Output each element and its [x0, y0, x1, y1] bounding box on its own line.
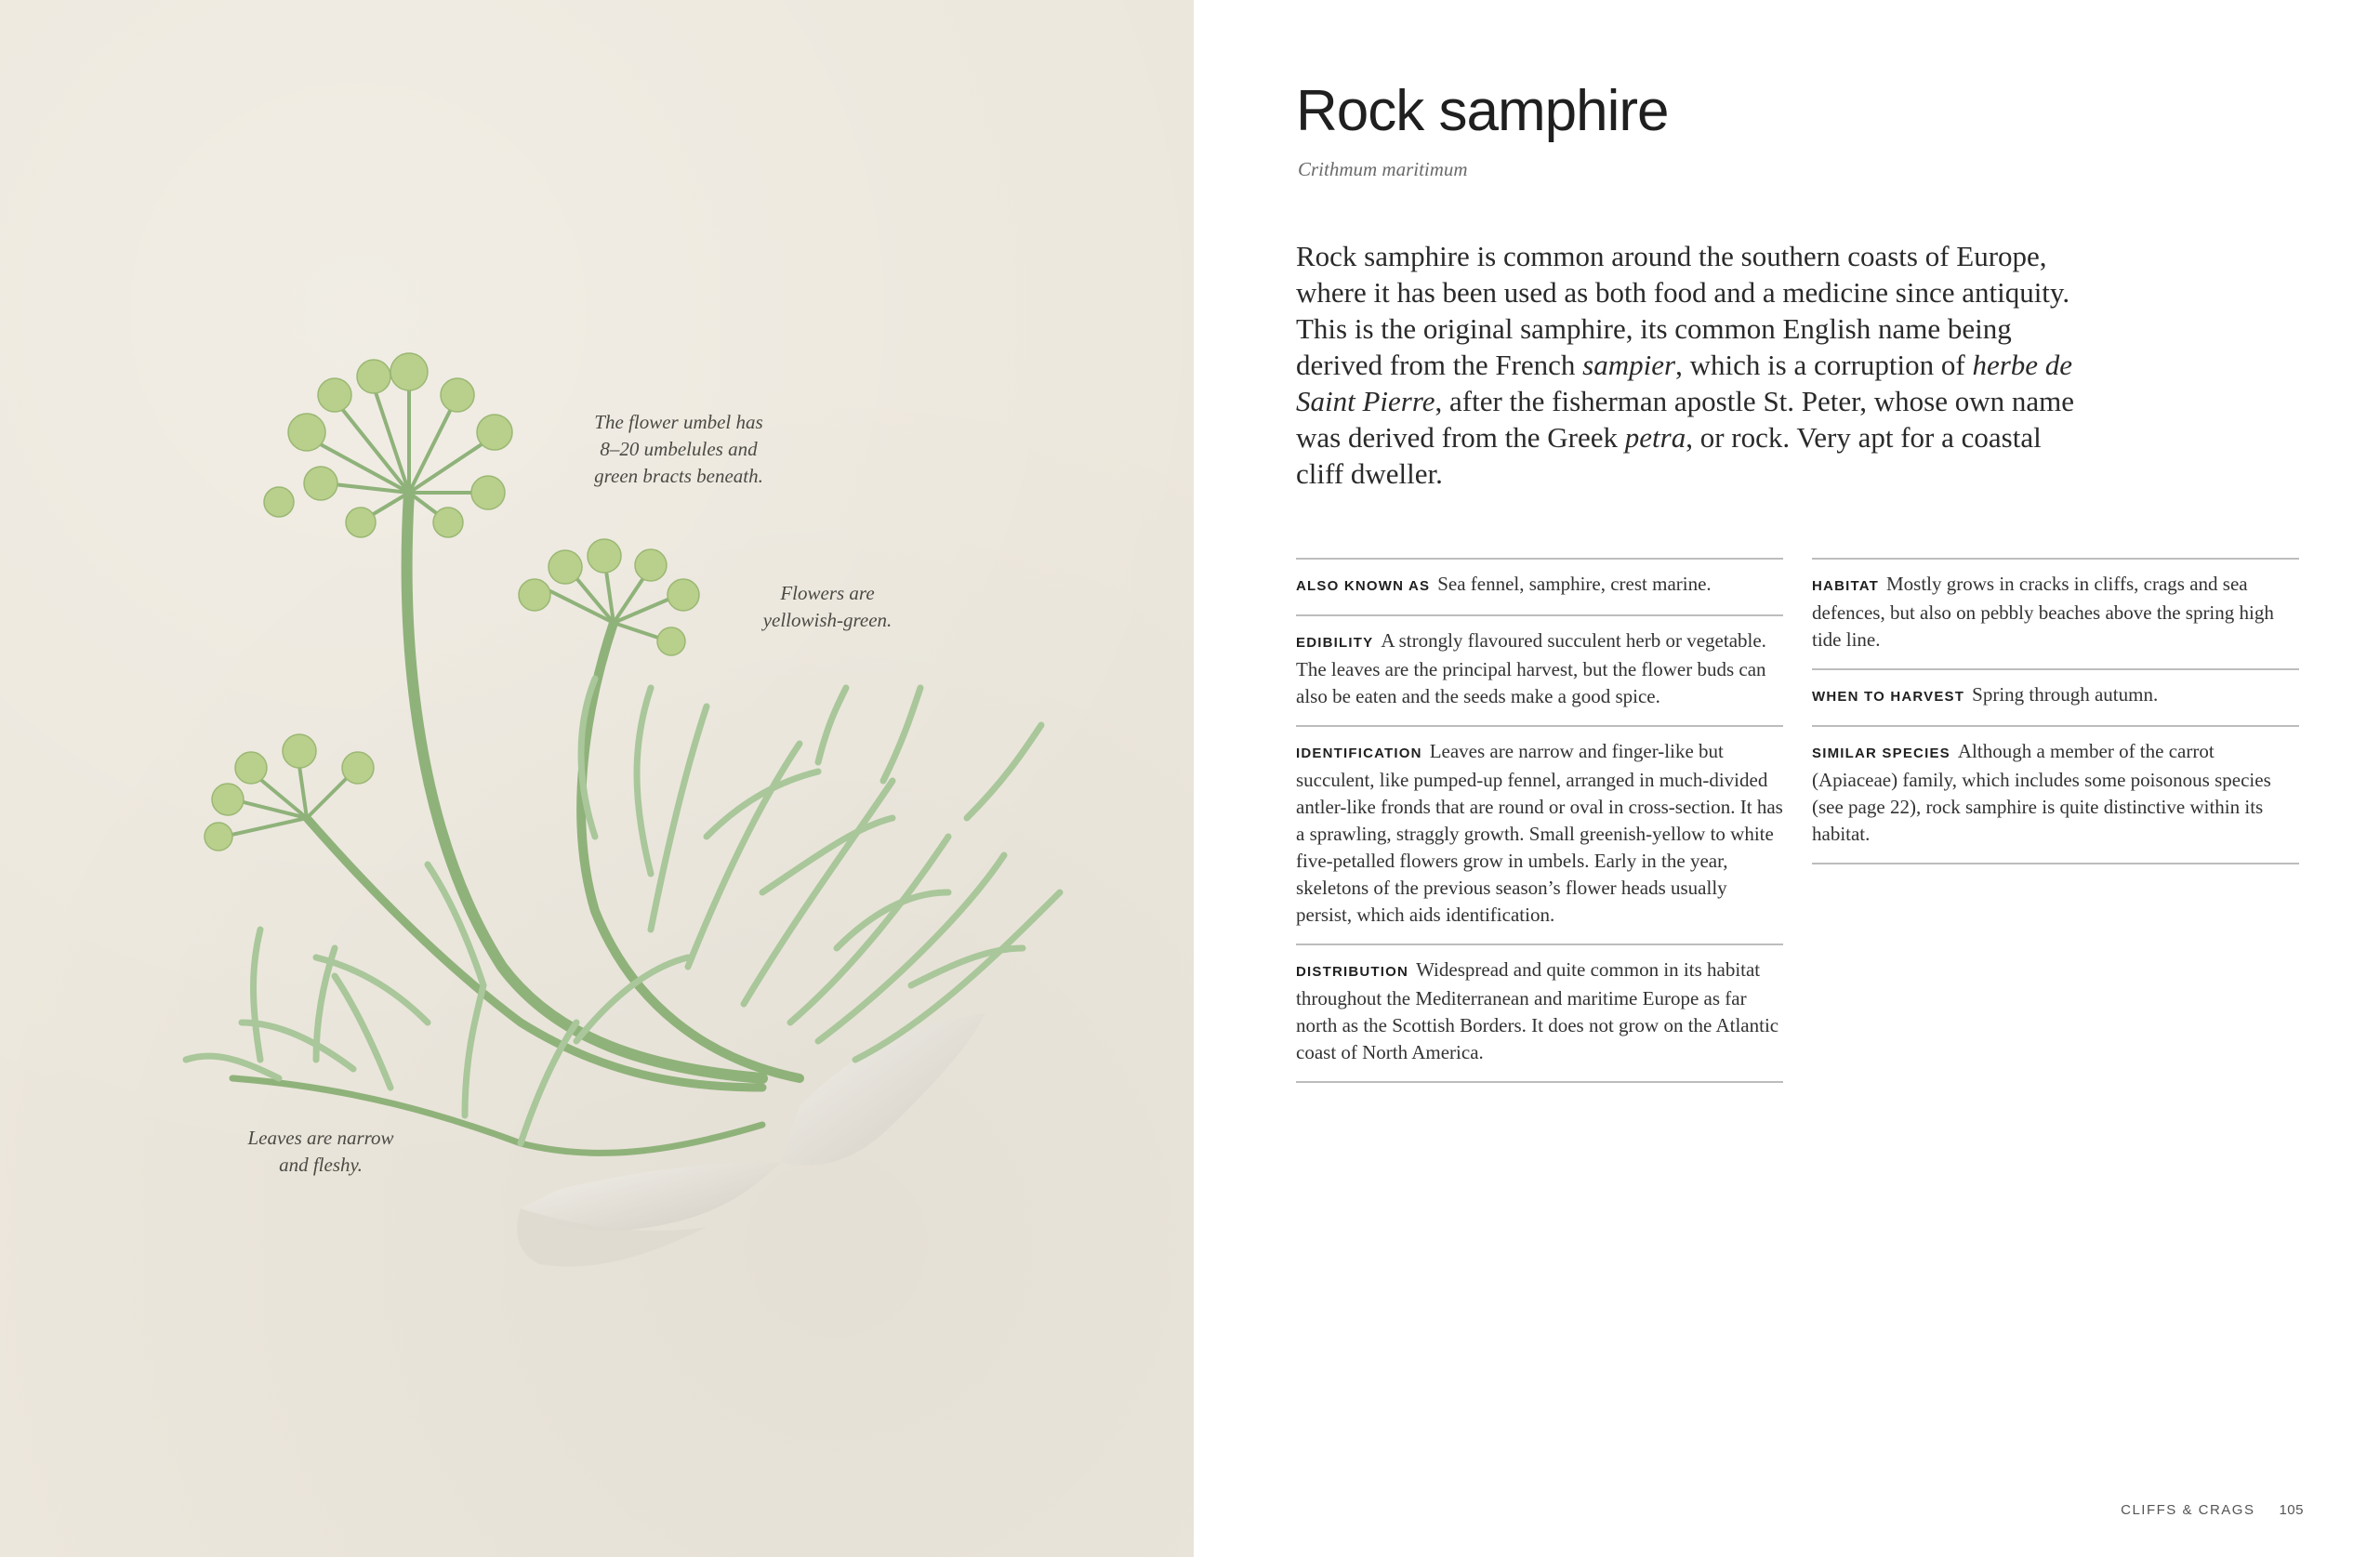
- fact-label: DISTRIBUTION: [1296, 964, 1409, 980]
- fact-text: Spring through autumn.: [1972, 683, 2159, 706]
- fact-when-to-harvest: [1812, 668, 2299, 725]
- fact-text: Widespread and quite common in its habitat throughout the Mediterranean and maritime Europe as far north as the Scottish Borders. It does not grow on the Atlantic coast of North America.: [1296, 958, 1779, 1063]
- page-footer: [2121, 1502, 2304, 1518]
- caption-flower-colour: Flowers are yellowish-green.: [762, 582, 892, 631]
- fact-label: WHEN TO HARVEST: [1812, 689, 1965, 705]
- fact-distribution: [1296, 943, 1783, 1083]
- text-page: [1194, 0, 2380, 1557]
- intro-text-4: , or rock. Very apt for a coastal cliff dweller.: [1296, 421, 2042, 490]
- intro-paragraph: [1296, 238, 2077, 492]
- fact-habitat: [1812, 558, 2299, 668]
- flower-umbel-left: [205, 734, 374, 851]
- facts-column-left: [1296, 558, 1783, 1083]
- fact-label: SIMILAR SPECIES: [1812, 746, 1950, 761]
- caption-flower-umbel: The flower umbel has 8–20 umbelules and green bracts beneath.: [594, 411, 763, 487]
- fact-edibility: [1296, 614, 1783, 725]
- fact-label: ALSO KNOWN AS: [1296, 578, 1431, 594]
- fact-text: Mostly grows in cracks in cliffs, crags and sea defences, but also on pebbly beaches above the spring high tide line.: [1812, 573, 2274, 651]
- fact-identification: [1296, 725, 1783, 943]
- intro-emphasis-2: herbe de Saint Pierre: [1296, 349, 2073, 417]
- fact-similar-species: [1812, 725, 2299, 864]
- fact-text: A strongly flavoured succulent herb or vegetable. The leaves are the principal harvest, but the flower buds can also be eaten and the seeds make a good spice.: [1296, 629, 1766, 707]
- flower-umbel-top: [264, 353, 512, 537]
- rock-shape: [517, 1013, 985, 1267]
- intro-text-3: , after the fisherman apostle St. Peter, whose own name was derived from the Greek: [1296, 385, 2074, 454]
- page-title: Rock samphire: [1296, 79, 1669, 143]
- latin-name: Crithmum maritimum: [1298, 158, 1468, 180]
- intro-emphasis-1: sampier: [1582, 349, 1676, 381]
- intro-text-1: Rock samphire is common around the southern coasts of Europe, where it has been used as both food and a medicine since antiquity. This is the original samphire, its common English name being derived from the French: [1296, 240, 2070, 381]
- intro-emphasis-3: petra: [1624, 421, 1686, 454]
- fact-text: Although a member of the carrot (Apiaceae) family, which includes some poisonous species (see page 22), rock samphire is quite distinctive within its habitat.: [1812, 740, 2271, 845]
- facts-column-right: [1812, 558, 2299, 864]
- fact-label: EDIBILITY: [1296, 635, 1374, 651]
- fact-also-known-as: [1296, 558, 1783, 614]
- fact-label: IDENTIFICATION: [1296, 746, 1422, 761]
- fact-label: HABITAT: [1812, 578, 1879, 594]
- fact-text: Leaves are narrow and finger-like but succulent, like pumped-up fennel, arranged in much-divided antler-like fronds that are round or oval in cross-section. It has a sprawling, straggly growth. Small greenish-yellow to white five-petalled flowers grow in umbels. Early in the year, skeletons of the previous season’s flower heads usually persist, which aids identification.: [1296, 740, 1783, 926]
- page-number: 105: [2279, 1502, 2304, 1518]
- caption-leaves: Leaves are narrow and fleshy.: [247, 1127, 394, 1176]
- fact-text: Sea fennel, samphire, crest marine.: [1437, 573, 1712, 595]
- section-name: CLIFFS & CRAGS: [2121, 1502, 2255, 1518]
- intro-text-2: , which is a corruption of: [1675, 349, 1973, 381]
